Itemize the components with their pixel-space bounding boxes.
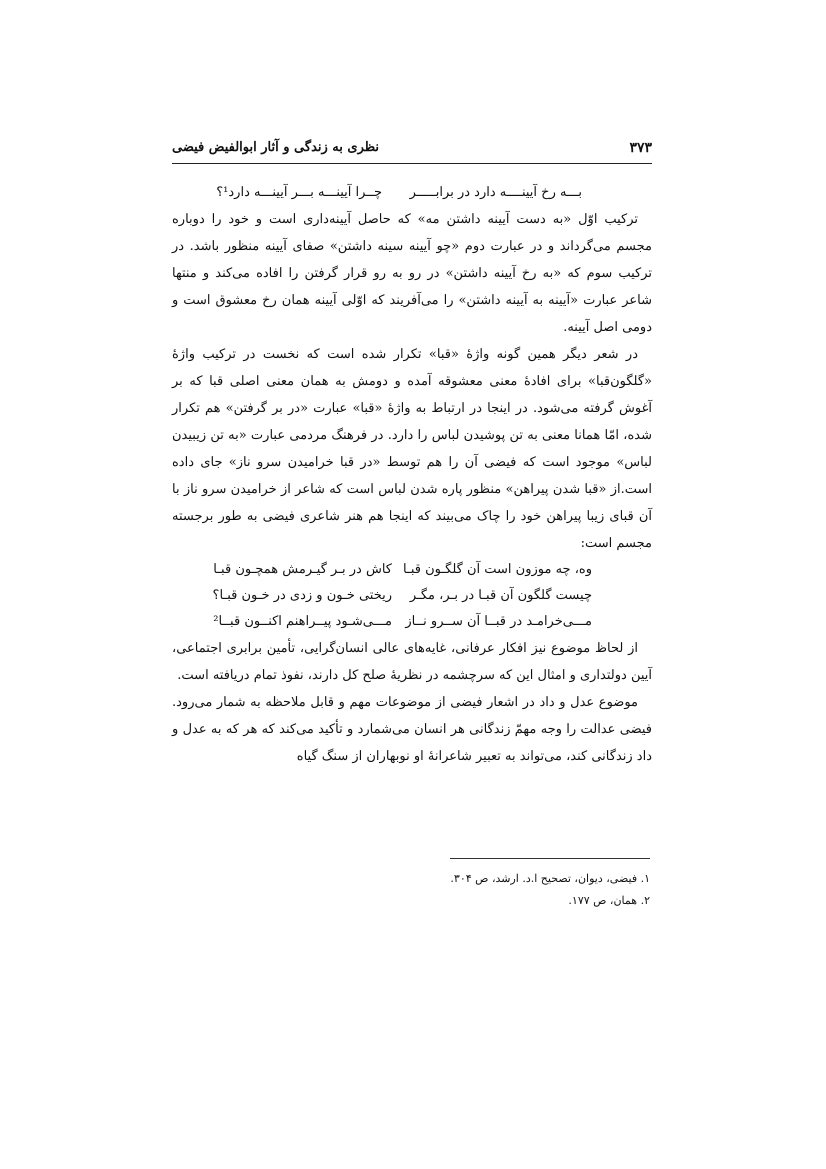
couplet-hemistich: کاش در بـر گیـرمش همچـون قبـا: [213, 562, 392, 577]
couplet: [172, 583, 652, 609]
body-text: [172, 180, 652, 770]
verse-hemistich: بـــه رخ آیینــــه دارد در برابـــــر: [409, 185, 582, 200]
paragraph: در شعر دیگر همین گونه واژهٔ «قبا» تکرار شده است که نخست در ترکیب واژهٔ «گلگون‌قبا» برای افادهٔ معنی معشوقه آمده و دومش به همان معنی اصلی قبا که بر آغوش گرفته می‌شود. در اینجا در ارتباط به واژهٔ «قبا» عبارت «در بر گرفتن» هم تکرار شده، امّا همانا معنی به تن پوشیدن لباس را دارد. در فرهنگ مردمی عبارت «به تن زیبیدن لباس» موجود است که فیضی آن را هم توسط «در قبا خرامیدن سرو ناز» جای داده است.از «قبا شدن پیراهن» منظور پاره شدن لباس است که شاعر از خرامیدن سرو ناز با آن قبای زیبا پیراهن خود را چاک می‌بیند که اینجا هم هنر شاعری فیضی به طور برجسته مجسم است:: [172, 347, 652, 551]
paragraph: ترکیب اوّل «به دست آیینه داشتن مه» که حاصل آیینه‌داری است و خود را دوباره مجسم می‌گرداند و در عبارت دوم «چو آیینه سینه داشتن» صفای آیینه منظور باشد. در ترکیب سوم که «به رخ آیینه داشتن» در رو به رو قرار گرفتن را افاده می‌کند و منتها شاعر عبارت «آیینه به آیینه داشتن» را می‌آفریند که اوّلی آیینه همان رخ معشوق است و دومی اصل آیینه.: [172, 212, 652, 335]
couplet: [172, 609, 652, 635]
couplet-hemistich: ریختی خـون و زدی در خـون قبـا؟: [212, 588, 392, 603]
page-header: [172, 140, 652, 162]
poem-couplets: [172, 557, 652, 635]
couplet: [172, 557, 652, 583]
verse-hemistich: چــرا آیینـــه بـــر آیینـــه دارد¹؟: [216, 185, 382, 200]
couplet-hemistich: مـــی‌خرامـد در قبــا آن ســرو نــاز: [405, 614, 592, 629]
couplet-hemistich: مـــی‌شـود پیــراهنم اکنــون قبــا²: [213, 614, 392, 629]
couplet-hemistich: وه، چه موزون است آن گلگـون قبـا: [403, 562, 592, 577]
couplet-hemistich: چیست گلگون آن قبـا در بـر، مگـر: [409, 588, 592, 603]
paragraph: موضوع عدل و داد در اشعار فیضی از موضوعات مهم و قابل ملاحظه به شمار می‌رود. فیضی عدالت را وجه مهمّ زندگانی هر انسان می‌شمارد و تأکید می‌کند که هر که به عدل و داد زندگانی کند، می‌تواند به تعبیر شاعرانهٔ او نوبهاران از سنگ گیاه: [172, 695, 652, 764]
opening-verse: [172, 180, 652, 206]
paragraph: از لحاظ موضوع نیز افکار عرفانی، غایه‌های عالی انسان‌گرایی، تأمین برابری اجتماعی، آیین دولتداری و امثال این که سرچشمه در نظریهٔ صلح کل دارند، نفوذ تمام دریافته است.: [172, 641, 652, 683]
footnotes: [400, 868, 650, 912]
footnote-rule: [450, 858, 650, 859]
header-rule: [172, 163, 652, 164]
page-number: ۳۷۳: [629, 140, 652, 156]
running-title: نظری به زندگی و آثار ابوالفیض فیضی: [172, 140, 380, 155]
footnote: ۲. همان، ص ۱۷۷.: [568, 894, 650, 907]
footnote: ۱. فیضی، دیوان، تصحیح ا.د. ارشد، ص ۳۰۴.: [450, 872, 650, 885]
